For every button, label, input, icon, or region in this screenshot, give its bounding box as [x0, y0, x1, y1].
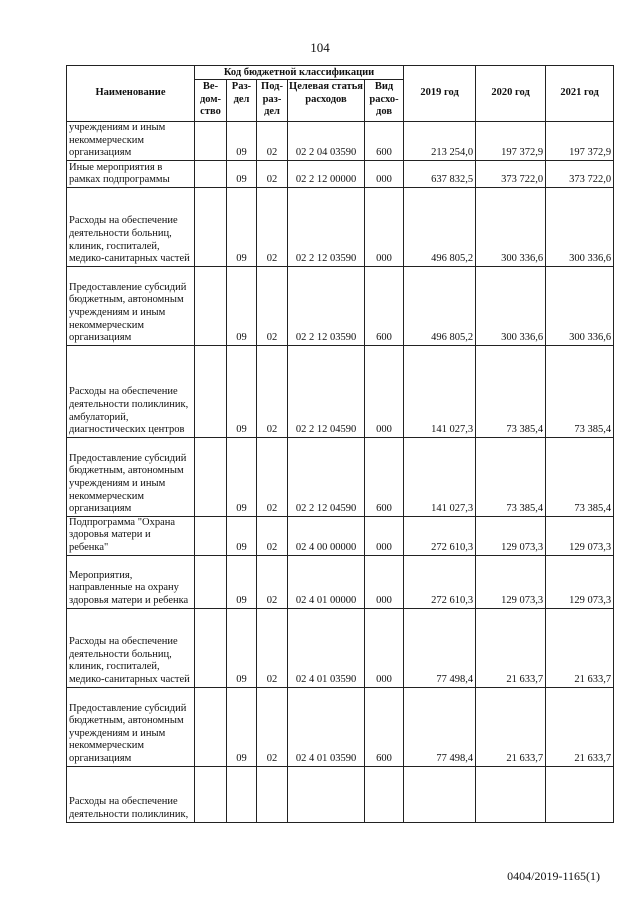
header-vid: Вид расхо-дов [365, 80, 404, 122]
row-2021: 300 336,6 [546, 266, 614, 345]
table-row [67, 160, 614, 187]
row-name: Предоставление субсидий бюджетным, автономным учреждениям и иным некоммерческим организациям [67, 266, 195, 345]
row-2019 [404, 766, 476, 822]
row-ved [195, 160, 227, 187]
row-target: 02 2 12 00000 [288, 160, 365, 187]
row-ved [195, 766, 227, 822]
table-row [67, 187, 614, 266]
row-vid: 600 [365, 266, 404, 345]
row-podrazdel: 02 [257, 687, 288, 766]
row-2020: 129 073,3 [476, 516, 546, 555]
header-podrazdel: Под-раз-дел [257, 80, 288, 122]
row-2020 [476, 766, 546, 822]
row-ved [195, 516, 227, 555]
row-name: Мероприятия, направленные на охрану здоровья матери и ребенка [67, 555, 195, 608]
row-podrazdel [257, 766, 288, 822]
row-razdel: 09 [227, 608, 257, 687]
row-razdel: 09 [227, 266, 257, 345]
row-vid: 600 [365, 122, 404, 161]
row-podrazdel: 02 [257, 160, 288, 187]
row-name: Иные мероприятия в рамках подпрограммы [67, 160, 195, 187]
row-razdel: 09 [227, 437, 257, 516]
row-2019: 496 805,2 [404, 187, 476, 266]
row-target: 02 2 04 03590 [288, 122, 365, 161]
row-2021: 73 385,4 [546, 437, 614, 516]
row-target: 02 4 01 03590 [288, 687, 365, 766]
row-vid: 000 [365, 555, 404, 608]
row-podrazdel: 02 [257, 122, 288, 161]
row-razdel: 09 [227, 187, 257, 266]
row-2021: 129 073,3 [546, 555, 614, 608]
row-ved [195, 266, 227, 345]
row-vid: 000 [365, 516, 404, 555]
table-row [67, 555, 614, 608]
row-2021: 300 336,6 [546, 187, 614, 266]
row-razdel: 09 [227, 160, 257, 187]
row-target: 02 2 12 03590 [288, 266, 365, 345]
table-row [67, 122, 614, 161]
row-vid: 000 [365, 187, 404, 266]
row-2020: 373 722,0 [476, 160, 546, 187]
row-ved [195, 687, 227, 766]
row-podrazdel: 02 [257, 608, 288, 687]
header-2020: 2020 год [476, 66, 546, 122]
row-name: Расходы на обеспечение деятельности поликлиник, [67, 766, 195, 822]
row-2021 [546, 766, 614, 822]
table-row [67, 266, 614, 345]
row-razdel: 09 [227, 122, 257, 161]
row-vid: 000 [365, 160, 404, 187]
table-row [67, 766, 614, 822]
row-name: Расходы на обеспечение деятельности поликлиник, амбулаторий, диагностических центров [67, 345, 195, 437]
row-name: Предоставление субсидий бюджетным, автономным учреждениям и иным некоммерческим организациям [67, 687, 195, 766]
row-2019: 272 610,3 [404, 516, 476, 555]
row-name: Подпрограмма "Охрана здоровья матери и ребенка" [67, 516, 195, 555]
row-2021: 129 073,3 [546, 516, 614, 555]
row-podrazdel: 02 [257, 437, 288, 516]
row-2020: 21 633,7 [476, 608, 546, 687]
row-razdel [227, 766, 257, 822]
header-razdel: Раз-дел [227, 80, 257, 122]
row-2019: 77 498,4 [404, 608, 476, 687]
header-2021: 2021 год [546, 66, 614, 122]
table-row [67, 608, 614, 687]
row-2020: 73 385,4 [476, 345, 546, 437]
document-code: 0404/2019-1165(1) [507, 869, 600, 883]
row-vid [365, 766, 404, 822]
row-vid: 000 [365, 608, 404, 687]
row-razdel: 09 [227, 516, 257, 555]
row-ved [195, 437, 227, 516]
row-2020: 197 372,9 [476, 122, 546, 161]
header-name: Наименование [67, 66, 195, 122]
row-vid: 600 [365, 687, 404, 766]
row-2021: 21 633,7 [546, 687, 614, 766]
row-2020: 129 073,3 [476, 555, 546, 608]
row-target: 02 2 12 04590 [288, 345, 365, 437]
row-target: 02 4 01 00000 [288, 555, 365, 608]
row-2019: 141 027,3 [404, 345, 476, 437]
row-razdel: 09 [227, 345, 257, 437]
row-target: 02 2 12 03590 [288, 187, 365, 266]
header-target: Целевая статья расходов [288, 80, 365, 122]
header-ved: Ве-дом-ство [195, 80, 227, 122]
header-code-group: Код бюджетной классификации [195, 66, 404, 80]
row-ved [195, 608, 227, 687]
row-target: 02 4 00 00000 [288, 516, 365, 555]
table-row [67, 345, 614, 437]
row-2019: 272 610,3 [404, 555, 476, 608]
row-2021: 373 722,0 [546, 160, 614, 187]
row-2019: 213 254,0 [404, 122, 476, 161]
row-2021: 197 372,9 [546, 122, 614, 161]
row-ved [195, 187, 227, 266]
row-vid: 600 [365, 437, 404, 516]
header-2019: 2019 год [404, 66, 476, 122]
row-ved [195, 122, 227, 161]
row-name: Расходы на обеспечение деятельности больниц, клиник, госпиталей, медико-санитарных частей [67, 187, 195, 266]
row-2020: 21 633,7 [476, 687, 546, 766]
row-podrazdel: 02 [257, 516, 288, 555]
row-2020: 73 385,4 [476, 437, 546, 516]
row-podrazdel: 02 [257, 555, 288, 608]
budget-table [66, 65, 614, 823]
row-target: 02 2 12 04590 [288, 437, 365, 516]
row-2019: 141 027,3 [404, 437, 476, 516]
row-target: 02 4 01 03590 [288, 608, 365, 687]
table-row [67, 516, 614, 555]
row-target [288, 766, 365, 822]
row-podrazdel: 02 [257, 187, 288, 266]
row-2020: 300 336,6 [476, 266, 546, 345]
row-name: Предоставление субсидий бюджетным, автономным учреждениям и иным некоммерческим организациям [67, 437, 195, 516]
row-name: учреждениям и иным некоммерческим организациям [67, 122, 195, 161]
table-row [67, 687, 614, 766]
row-name: Расходы на обеспечение деятельности больниц, клиник, госпиталей, медико-санитарных частей [67, 608, 195, 687]
row-podrazdel: 02 [257, 345, 288, 437]
row-razdel: 09 [227, 687, 257, 766]
row-ved [195, 555, 227, 608]
row-razdel: 09 [227, 555, 257, 608]
table-row [67, 437, 614, 516]
row-2019: 496 805,2 [404, 266, 476, 345]
page-number: 104 [310, 40, 330, 55]
row-2021: 21 633,7 [546, 608, 614, 687]
row-2019: 77 498,4 [404, 687, 476, 766]
row-vid: 000 [365, 345, 404, 437]
row-2021: 73 385,4 [546, 345, 614, 437]
row-2020: 300 336,6 [476, 187, 546, 266]
row-ved [195, 345, 227, 437]
row-2019: 637 832,5 [404, 160, 476, 187]
row-podrazdel: 02 [257, 266, 288, 345]
